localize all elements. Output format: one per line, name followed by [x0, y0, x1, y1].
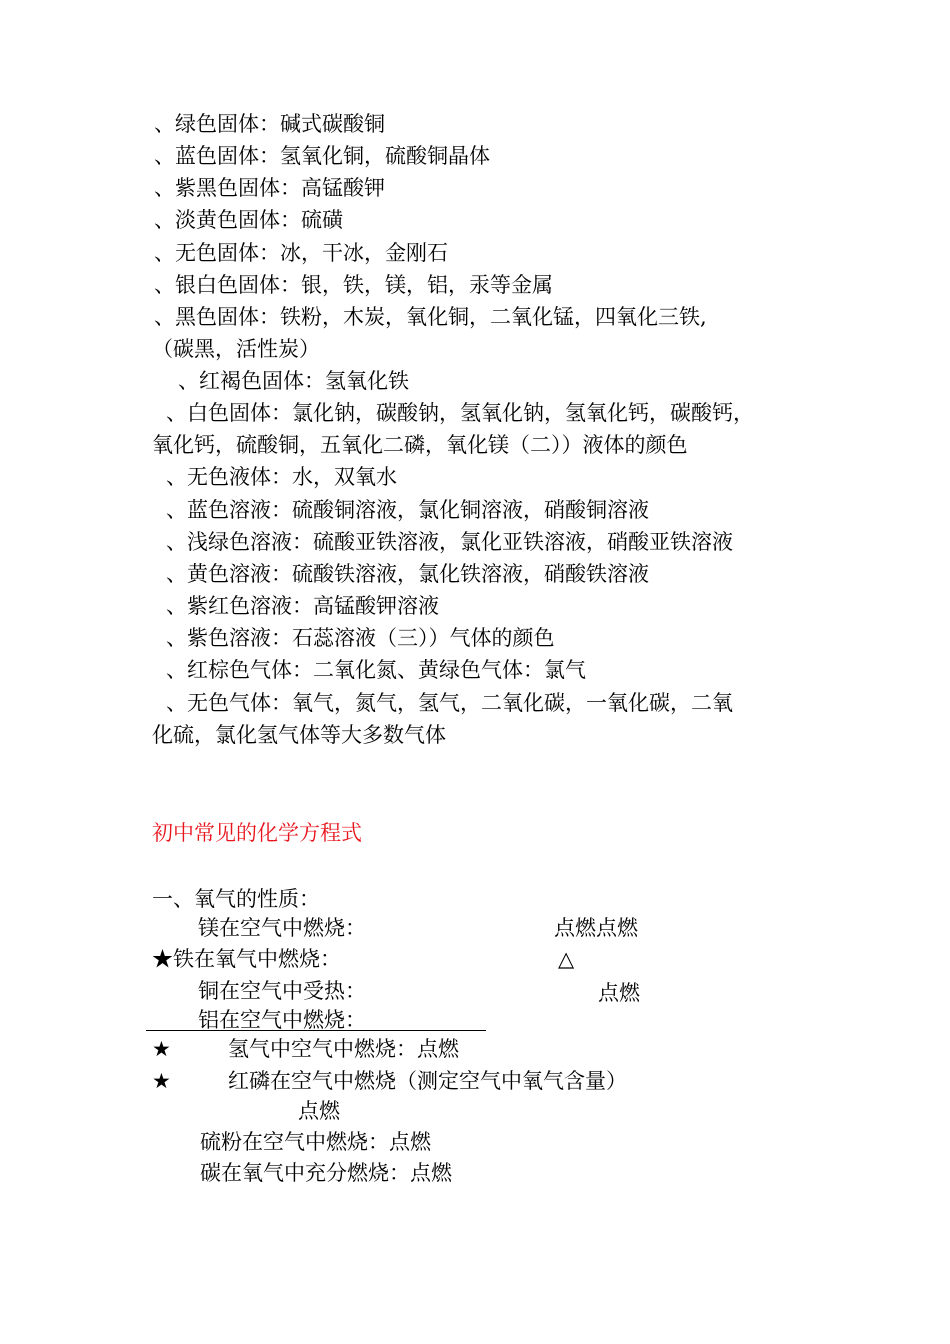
gas-line-3: 化硫，氯化氢气体等大多数气体 — [152, 723, 446, 747]
equations-title: 初中常见的化学方程式 — [152, 821, 362, 845]
solid-line-11: 氧化钙，硫酸铜，五氧化二磷，氧化镁（二））液体的颜色 — [152, 433, 688, 457]
eq-aluminum: 铝在空气中燃烧： — [198, 1008, 366, 1032]
star-icon: ★ — [152, 1037, 171, 1061]
solid-line-8: （碳黑，活性炭） — [152, 337, 320, 361]
eq-red-phosphorus: 红磷在空气中燃烧（测定空气中氧气含量） — [228, 1069, 627, 1093]
underline-divider — [146, 1030, 486, 1031]
solid-line-7: 、黑色固体：铁粉，木炭，氧化铜，二氧化锰，四氧化三铁, — [154, 305, 707, 329]
solid-line-5: 、无色固体：冰，干冰，金刚石 — [154, 241, 448, 265]
eq-magnesium-condition: 点燃点燃 — [554, 916, 638, 940]
eq-carbon: 碳在氧气中充分燃烧：点燃 — [200, 1161, 452, 1185]
liquid-line-3: 、浅绿色溶液：硫酸亚铁溶液，氯化亚铁溶液，硝酸亚铁溶液 — [166, 530, 733, 554]
eq-hydrogen: 氢气中空气中燃烧：点燃 — [228, 1037, 459, 1061]
section-heading: 一、氧气的性质： — [152, 887, 320, 911]
solid-line-4: 、淡黄色固体：硫磺 — [154, 208, 343, 232]
eq-red-phosphorus-condition: 点燃 — [298, 1099, 340, 1123]
solid-line-10: 、白色固体：氯化钠，碳酸钠，氢氧化钠，氢氧化钙，碳酸钙， — [166, 401, 754, 425]
solid-line-2: 、蓝色固体：氢氧化铜，硫酸铜晶体 — [154, 144, 490, 168]
liquid-line-5: 、紫红色溶液：高锰酸钾溶液 — [166, 594, 439, 618]
solid-line-1: 、绿色固体：碱式碳酸铜 — [154, 112, 385, 136]
eq-magnesium: 镁在空气中燃烧： — [198, 916, 366, 940]
liquid-line-1: 、无色液体：水，双氧水 — [166, 465, 397, 489]
solid-line-6: 、银白色固体：银，铁，镁，铝，汞等金属 — [154, 273, 553, 297]
liquid-line-6: 、紫色溶液：石蕊溶液（三））气体的颜色 — [166, 626, 555, 650]
eq-copper: 铜在空气中受热： — [198, 979, 366, 1003]
eq-iron: ★铁在氧气中燃烧： — [152, 947, 341, 971]
eq-sulfur: 硫粉在空气中燃烧：点燃 — [200, 1130, 431, 1154]
solid-line-3: 、紫黑色固体：高锰酸钾 — [154, 176, 385, 200]
solid-line-9: 、红褐色固体：氢氧化铁 — [178, 369, 409, 393]
gas-line-1: 、红棕色气体：二氧化氮、黄绿色气体：氯气 — [166, 658, 586, 682]
liquid-line-2: 、蓝色溶液：硫酸铜溶液，氯化铜溶液，硝酸铜溶液 — [166, 498, 649, 522]
eq-iron-condition: △ — [558, 947, 575, 971]
gas-line-2: 、无色气体：氧气，氮气，氢气，二氧化碳，一氧化碳，二氧 — [166, 691, 733, 715]
eq-copper-condition: 点燃 — [598, 981, 640, 1005]
star-icon: ★ — [152, 1069, 171, 1093]
liquid-line-4: 、黄色溶液：硫酸铁溶液，氯化铁溶液，硝酸铁溶液 — [166, 562, 649, 586]
